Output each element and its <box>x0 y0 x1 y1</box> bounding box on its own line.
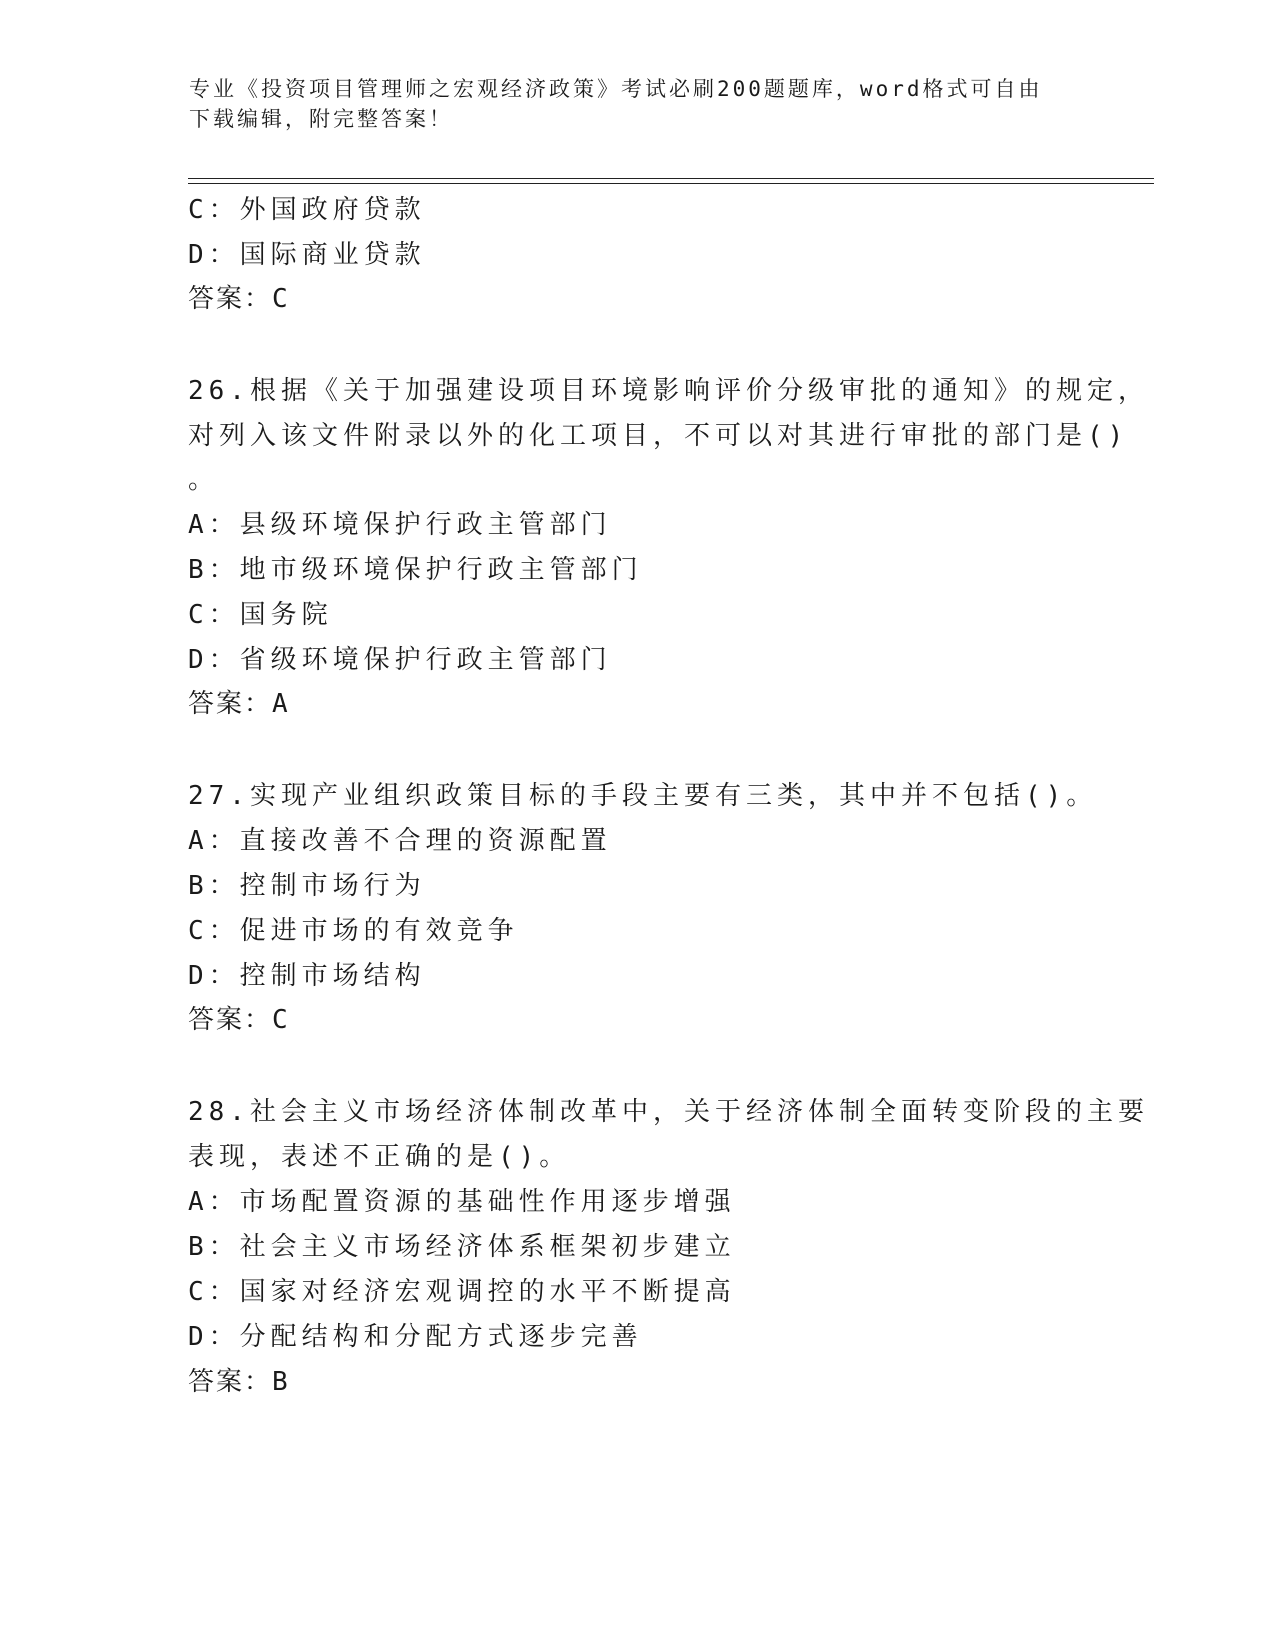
q25-option-c: C：外国政府贷款 <box>188 195 426 225</box>
header-line-2: 下载编辑，附完整答案！ <box>189 107 453 131</box>
document-header <box>189 74 1089 134</box>
q27-option-d: D：控制市场结构 <box>188 961 426 991</box>
q26-option-a: A：县级环境保护行政主管部门 <box>188 510 612 540</box>
header-divider-bottom <box>188 183 1154 184</box>
q26-stem-line-1: 26.根据《关于加强建设项目环境影响评价分级审批的通知》的规定， <box>188 376 1149 406</box>
q26-stem-line-3: 。 <box>188 465 220 495</box>
q28-stem-line-2: 表现，表述不正确的是()。 <box>188 1142 571 1172</box>
q27-answer: 答案：C <box>188 1005 290 1035</box>
header-line-1: 专业《投资项目管理师之宏观经济政策》考试必刷200题题库，word格式可自由 <box>189 77 1043 101</box>
q28-answer: 答案：B <box>188 1367 290 1397</box>
q28-option-c: C：国家对经济宏观调控的水平不断提高 <box>188 1277 736 1307</box>
q26-option-c: C：国务院 <box>188 600 333 630</box>
q28-stem-line-1: 28.社会主义市场经济体制改革中，关于经济体制全面转变阶段的主要 <box>188 1097 1149 1127</box>
q28-option-a: A：市场配置资源的基础性作用逐步增强 <box>188 1187 736 1217</box>
q26-stem-line-2: 对列入该文件附录以外的化工项目，不可以对其进行审批的部门是() <box>188 421 1129 451</box>
q26-option-d: D：省级环境保护行政主管部门 <box>188 645 612 675</box>
q27-option-c: C：促进市场的有效竞争 <box>188 916 519 946</box>
q25-option-d: D：国际商业贷款 <box>188 240 426 270</box>
q26-answer: 答案：A <box>188 689 290 719</box>
header-divider-top <box>188 178 1154 179</box>
q28-option-b: B：社会主义市场经济体系框架初步建立 <box>188 1232 736 1262</box>
q27-option-b: B：控制市场行为 <box>188 871 426 901</box>
q25-answer: 答案：C <box>188 284 290 314</box>
q26-option-b: B：地市级环境保护行政主管部门 <box>188 555 643 585</box>
q27-stem-line-1: 27.实现产业组织政策目标的手段主要有三类，其中并不包括()。 <box>188 781 1098 811</box>
q28-option-d: D：分配结构和分配方式逐步完善 <box>188 1322 643 1352</box>
q27-option-a: A：直接改善不合理的资源配置 <box>188 826 612 856</box>
